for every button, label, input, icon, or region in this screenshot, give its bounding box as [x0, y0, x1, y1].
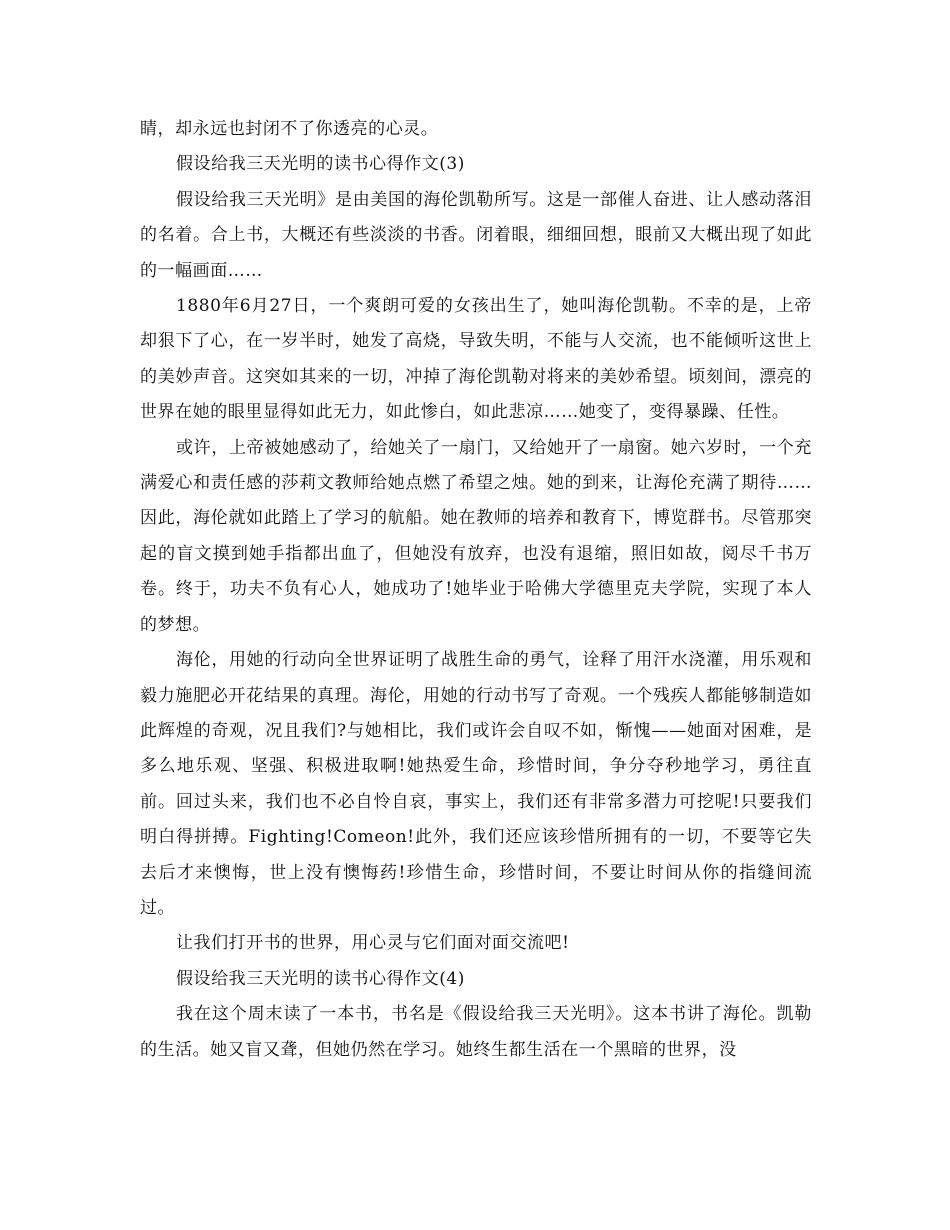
section-heading-3: 假设给我三天光明的读书心得作文(3) — [176, 154, 465, 175]
paragraph-closing: 让我们打开书的世界，用心灵与它们面对面交流吧! — [176, 933, 570, 954]
paragraph-intro: 假设给我三天光明》是由美国的海伦凯勒所写。这是一部催人奋进、让人感动落泪的名着。合上书，大概还有些淡淡的书香。闭着眼，细细回想，眼前又大概出现了如此的一幅画面…… — [140, 189, 812, 281]
paragraph-weekend: 我在这个周末读了一本书，书名是《假设给我三天光明》。这本书讲了海伦。凯勒的生活。她又盲又聋，但她仍然在学习。她终生都生活在一个黑暗的世界，没 — [140, 1004, 812, 1060]
paragraph-birth: 1880年6月27日，一个爽朗可爱的女孩出生了，她叫海伦凯勒。不幸的是，上帝却狠下了心，在一岁半时，她发了高烧，导致失明，不能与人交流，也不能倾听这世上的美妙声音。这突如其来的一切，冲掉了海伦凯勒对将来的美妙希望。顷刻间，漂亮的世界在她的眼里显得如此无力，如此惨白，如此悲凉……她变了，变得暴躁、任性。 — [140, 296, 812, 423]
paragraph-continuation: 睛，却永远也封闭不了你透亮的心灵。 — [140, 119, 439, 139]
paragraph-teacher: 或许，上帝被她感动了，给她关了一扇门，又给她开了一扇窗。她六岁时，一个充满爱心和责任感的莎莉文教师给她点燃了希望之烛。她的到来，让海伦充满了期待……因此，海伦就如此踏上了学习的航船。她在教师的培养和教育下，博览群书。尽管那突起的盲文摸到她手指都出血了，但她没有放弃，也没有退缩，照旧如故，阅尽千书万卷。终于，功夫不负有心人，她成功了!她毕业于哈佛大学德里克夫学院，实现了本人的梦想。 — [140, 437, 812, 635]
section-heading-4: 假设给我三天光明的读书心得作文(4) — [176, 968, 465, 989]
document-body — [140, 112, 812, 1068]
paragraph-reflection: 海伦，用她的行动向全世界证明了战胜生命的勇气，诠释了用汗水浇灌，用乐观和毅力施肥必开花结果的真理。海伦，用她的行动书写了奇观。一个残疾人都能够制造如此辉煌的奇观，况且我们?与她相比，我们或许会自叹不如，惭愧——她面对困难，是多么地乐观、坚强、积极进取啊!她热爱生命，珍惜时间，争分夺秒地学习，勇往直前。回过头来，我们也不必自怜自哀，事实上，我们还有非常多潜力可挖呢!只要我们明白得拼搏。Fighting!Comeon!此外，我们还应该珍惜所拥有的一切，不要等它失去后才来懊悔，世上没有懊悔药!珍惜生命，珍惜时间，不要让时间从你的指缝间流过。 — [140, 650, 812, 918]
